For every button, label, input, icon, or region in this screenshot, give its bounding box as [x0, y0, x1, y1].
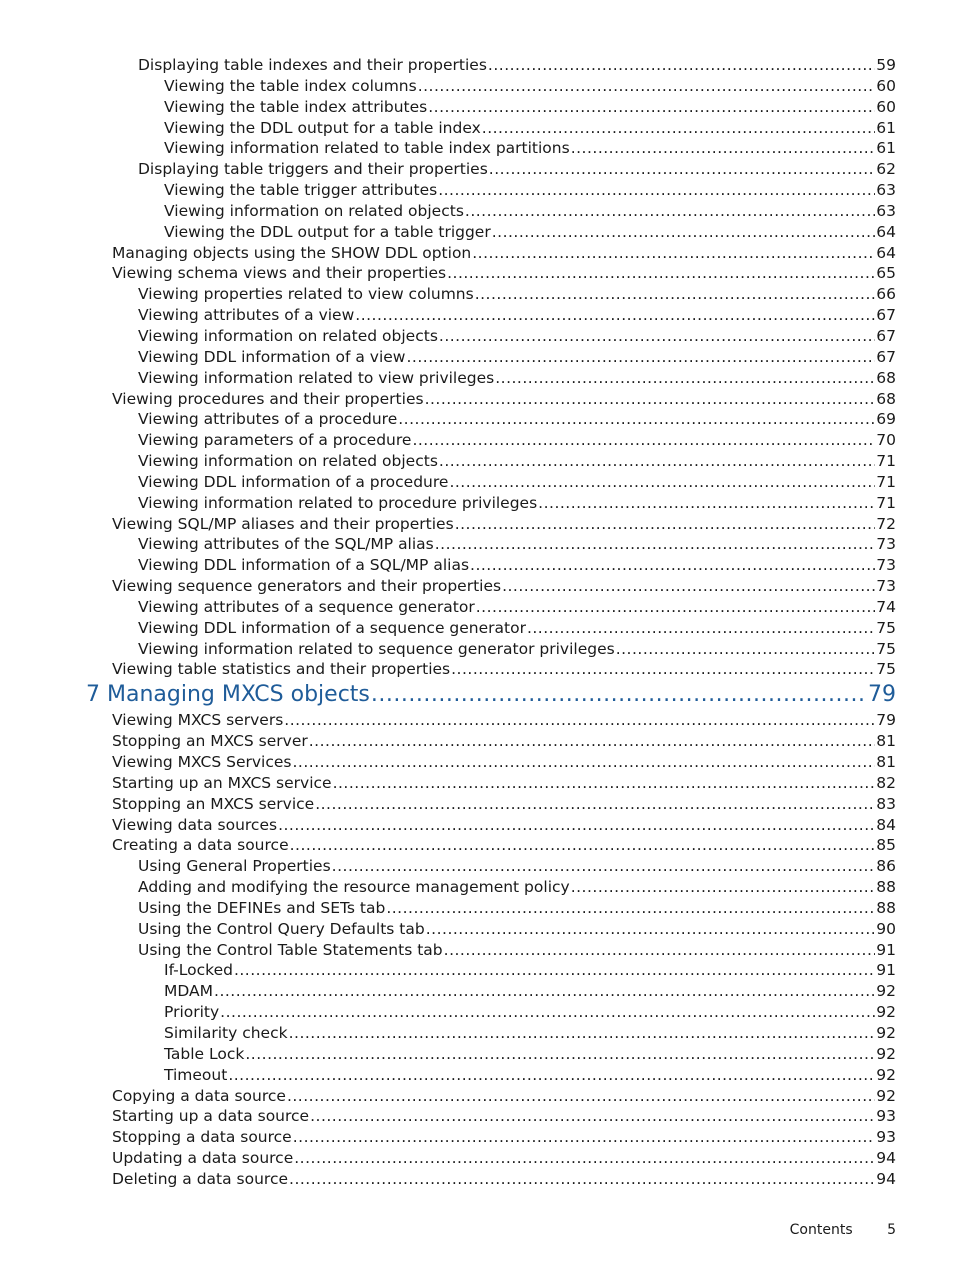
- dot-leader: [455, 514, 876, 535]
- toc-entry[interactable]: [0, 898, 954, 919]
- dot-leader: [332, 856, 876, 877]
- dot-leader: [502, 576, 875, 597]
- toc-entry-title: Viewing attributes of a sequence generator: [138, 597, 475, 616]
- toc-entry-title: Viewing DDL information of a SQL/MP alias: [138, 556, 470, 575]
- toc-entry-page: 90: [876, 919, 896, 938]
- toc-entry[interactable]: [0, 263, 954, 284]
- toc-entry[interactable]: [0, 1169, 954, 1190]
- toc-entry[interactable]: [0, 514, 954, 535]
- toc-entry-page: 60: [876, 76, 896, 95]
- dot-leader: [371, 680, 867, 710]
- toc-entry-title: If-Locked: [164, 961, 233, 980]
- toc-entry-page: 82: [876, 773, 896, 792]
- toc-entry-title: Viewing MXCS servers: [112, 711, 284, 730]
- toc-entry-title: Starting up a data source: [112, 1107, 310, 1126]
- dot-leader: [495, 368, 875, 389]
- toc-entry-title: Viewing MXCS Services: [112, 753, 292, 771]
- dot-leader: [428, 97, 875, 118]
- toc-entry-page: 79: [868, 682, 896, 708]
- toc-entry-title: Viewing parameters of a procedure: [138, 431, 412, 450]
- toc-entry-title: Viewing data sources: [112, 815, 278, 834]
- dot-leader: [234, 960, 875, 981]
- toc-entry-title: Viewing DDL information of a sequence generator: [138, 618, 526, 637]
- toc-entry-page: 73: [876, 535, 896, 554]
- toc-entry-page: 83: [876, 794, 896, 813]
- toc-entry-page: 85: [876, 836, 896, 855]
- toc-entry-title: Viewing information on related objects: [138, 452, 438, 471]
- page-footer: [790, 1222, 896, 1238]
- toc-entry[interactable]: [0, 472, 954, 493]
- dot-leader: [616, 639, 876, 660]
- toc-entry-title: Using General Properties: [138, 857, 331, 876]
- toc-entry[interactable]: [0, 76, 954, 97]
- toc-entry[interactable]: [0, 940, 954, 961]
- toc-entry[interactable]: [0, 1044, 954, 1065]
- toc-entry[interactable]: [0, 835, 954, 856]
- toc-entry[interactable]: [0, 534, 954, 555]
- dot-leader: [293, 1127, 876, 1148]
- toc-entry-page: 92: [876, 1086, 896, 1105]
- dot-leader: [438, 180, 875, 201]
- toc-chapter-heading[interactable]: [0, 680, 954, 710]
- toc-entry-page: 66: [876, 285, 896, 304]
- toc-entry-title: Viewing information related to sequence generator privileges: [138, 639, 615, 658]
- toc-entry-title: Similarity check: [164, 1023, 288, 1042]
- toc-entry[interactable]: [0, 243, 954, 264]
- toc-entry-page: 92: [876, 1003, 896, 1022]
- toc-entry-page: 91: [876, 961, 896, 980]
- toc-entry[interactable]: [0, 794, 954, 815]
- toc-entry-title: Displaying table indexes and their properties: [138, 56, 487, 74]
- dot-leader: [425, 389, 876, 410]
- toc-entry-title: Copying a data source: [112, 1086, 286, 1105]
- toc-entry[interactable]: [0, 710, 954, 731]
- toc-entry-title: Viewing the DDL output for a table trigger: [164, 222, 491, 241]
- toc-entry[interactable]: [0, 639, 954, 660]
- toc-entry-page: 94: [876, 1169, 896, 1188]
- toc-entry[interactable]: [0, 326, 954, 347]
- toc-entry-page: 67: [876, 306, 896, 325]
- toc-entry-page: 70: [876, 431, 896, 450]
- toc-entry[interactable]: [0, 430, 954, 451]
- dot-leader: [465, 201, 875, 222]
- toc-entry[interactable]: [0, 856, 954, 877]
- dot-leader: [470, 555, 875, 576]
- toc-entry-title: Viewing attributes of a procedure: [138, 410, 398, 429]
- toc-entry-title: Using the Control Table Statements tab: [138, 940, 443, 959]
- toc-entry-page: 92: [876, 1065, 896, 1084]
- toc-entry-page: 71: [876, 472, 896, 491]
- dot-leader: [451, 659, 875, 680]
- toc-entry-page: 84: [876, 815, 896, 834]
- dot-leader: [435, 534, 876, 555]
- toc-entry-title: Viewing procedures and their properties: [112, 389, 424, 408]
- toc-entry[interactable]: [0, 1002, 954, 1023]
- dot-leader: [228, 1065, 875, 1086]
- dot-leader: [315, 794, 875, 815]
- toc-entry-title: Viewing information related to view privileges: [138, 368, 495, 387]
- dot-leader: [492, 222, 876, 243]
- dot-leader: [355, 305, 875, 326]
- toc-entry-title: MDAM: [164, 982, 214, 1001]
- toc-entry[interactable]: [0, 368, 954, 389]
- toc-entry-page: 68: [876, 389, 896, 408]
- toc-entry[interactable]: [0, 1023, 954, 1044]
- dot-leader: [294, 1148, 875, 1169]
- toc-entry-page: 93: [876, 1128, 896, 1147]
- toc-entry-page: 72: [876, 514, 896, 533]
- toc-entry-page: 67: [876, 326, 896, 345]
- toc-entry-title: Viewing SQL/MP aliases and their properties: [112, 514, 454, 533]
- toc-entry[interactable]: [0, 305, 954, 326]
- toc-entry[interactable]: [0, 222, 954, 243]
- toc-entry-page: 63: [876, 201, 896, 220]
- dot-leader: [245, 1044, 875, 1065]
- dot-leader: [444, 940, 876, 961]
- toc-entry[interactable]: [0, 752, 954, 773]
- dot-leader: [220, 1002, 875, 1023]
- toc-entry-title: Managing objects using the SHOW DDL option: [112, 243, 472, 262]
- dot-leader: [482, 118, 875, 139]
- toc-entry-page: 59: [876, 56, 896, 74]
- toc-entry[interactable]: [0, 284, 954, 305]
- toc-entry-page: 88: [876, 878, 896, 897]
- toc-entry-page: 75: [876, 618, 896, 637]
- dot-leader: [309, 731, 876, 752]
- toc-entry[interactable]: [0, 618, 954, 639]
- toc-entry[interactable]: [0, 1127, 954, 1148]
- toc-entry[interactable]: [0, 1106, 954, 1127]
- page-number: 5: [887, 1222, 896, 1238]
- toc-entry-page: 67: [876, 347, 896, 366]
- toc-entry[interactable]: [0, 1065, 954, 1086]
- toc-entry[interactable]: [0, 1086, 954, 1107]
- toc-entry[interactable]: [0, 659, 954, 680]
- toc-entry-page: 73: [876, 556, 896, 575]
- dot-leader: [418, 76, 876, 97]
- toc-entry-page: 64: [876, 243, 896, 262]
- toc-entry-page: 71: [876, 452, 896, 471]
- toc-entry-title: Viewing information on related objects: [138, 326, 438, 345]
- toc-entry[interactable]: [0, 138, 954, 159]
- toc-entry-title: Stopping an MXCS server: [112, 732, 308, 751]
- toc-entry[interactable]: [0, 597, 954, 618]
- toc-entry[interactable]: [0, 97, 954, 118]
- toc-entry-title: Creating a data source: [112, 836, 289, 855]
- toc-entry-title: Viewing the table index columns: [164, 76, 417, 95]
- dot-leader: [406, 347, 875, 368]
- toc-entry[interactable]: [0, 55, 954, 76]
- toc-entry-page: 79: [876, 711, 896, 730]
- toc-entry-title: Viewing the DDL output for a table index: [164, 118, 481, 137]
- toc-entry[interactable]: [0, 731, 954, 752]
- toc-entry[interactable]: [0, 815, 954, 836]
- toc-entry[interactable]: [0, 960, 954, 981]
- toc-entry[interactable]: [0, 919, 954, 940]
- toc-entry-title: Viewing table statistics and their properties: [112, 660, 451, 679]
- dot-leader: [476, 597, 876, 618]
- toc-entry-page: 64: [876, 222, 896, 241]
- toc-entry[interactable]: [0, 201, 954, 222]
- dot-leader: [386, 898, 875, 919]
- toc-entry-page: 68: [876, 368, 896, 387]
- dot-leader: [287, 1086, 875, 1107]
- dot-leader: [571, 138, 876, 159]
- toc-entry-page: 61: [876, 118, 896, 137]
- toc-entry-title: Viewing properties related to view columns: [138, 285, 474, 304]
- toc-entry[interactable]: [0, 877, 954, 898]
- toc-entry-page: 81: [876, 732, 896, 751]
- toc-entry-title: Viewing DDL information of a procedure: [138, 472, 449, 491]
- dot-leader: [289, 1169, 875, 1190]
- toc-entry-title: Adding and modifying the resource management policy: [138, 878, 570, 897]
- dot-leader: [489, 159, 875, 180]
- toc-entry-title: Viewing DDL information of a view: [138, 347, 406, 366]
- toc-entry[interactable]: [0, 576, 954, 597]
- toc-entry-page: 92: [876, 1023, 896, 1042]
- toc-entry-title: Viewing the table index attributes: [164, 97, 428, 116]
- dot-leader: [284, 710, 875, 731]
- toc-entry-title: Table Lock: [164, 1044, 245, 1063]
- toc-entry-page: 61: [876, 139, 896, 158]
- toc-entry-page: 62: [876, 160, 896, 179]
- dot-leader: [310, 1106, 875, 1127]
- toc-entry-page: 71: [876, 493, 896, 512]
- toc-entry-title: Stopping a data source: [112, 1128, 292, 1147]
- toc-entry-title: Viewing information related to table index partitions: [164, 139, 570, 158]
- toc-entry[interactable]: [0, 409, 954, 430]
- toc-entry-title: Priority: [164, 1003, 220, 1022]
- dot-leader: [571, 877, 876, 898]
- toc-entry-title: Viewing information related to procedure privileges: [138, 493, 538, 512]
- toc-entry-page: 73: [876, 577, 896, 596]
- toc-entry-page: 69: [876, 410, 896, 429]
- toc-entry[interactable]: [0, 159, 954, 180]
- toc-entry-page: 60: [876, 97, 896, 116]
- dot-leader: [412, 430, 875, 451]
- toc-entry[interactable]: [0, 493, 954, 514]
- dot-leader: [447, 263, 875, 284]
- toc-entry-page: 94: [876, 1149, 896, 1168]
- dot-leader: [333, 773, 876, 794]
- toc-entry-page: 81: [876, 753, 896, 771]
- dot-leader: [398, 409, 875, 430]
- toc-entry-title: Viewing attributes of the SQL/MP alias: [138, 535, 434, 554]
- toc-entry-page: 74: [876, 597, 896, 616]
- table-of-contents: [0, 55, 954, 1190]
- toc-entry-page: 75: [876, 660, 896, 679]
- dot-leader: [439, 326, 875, 347]
- dot-leader: [439, 451, 875, 472]
- toc-entry[interactable]: [0, 389, 954, 410]
- toc-entry-title: Stopping an MXCS service: [112, 794, 315, 813]
- toc-entry-title: Displaying table triggers and their properties: [138, 160, 488, 179]
- toc-entry-title: Using the Control Query Defaults tab: [138, 919, 425, 938]
- toc-entry-page: 93: [876, 1107, 896, 1126]
- toc-entry-page: 88: [876, 898, 896, 917]
- toc-entry-title: Viewing sequence generators and their properties: [112, 577, 502, 596]
- dot-leader: [278, 815, 875, 836]
- toc-entry[interactable]: [0, 347, 954, 368]
- toc-entry[interactable]: [0, 981, 954, 1002]
- toc-entry[interactable]: [0, 555, 954, 576]
- toc-entry-title: Viewing attributes of a view: [138, 306, 355, 325]
- toc-entry-page: 75: [876, 639, 896, 658]
- dot-leader: [290, 835, 876, 856]
- dot-leader: [488, 55, 875, 76]
- toc-entry-page: 63: [876, 181, 896, 200]
- toc-entry[interactable]: [0, 180, 954, 201]
- dot-leader: [289, 1023, 876, 1044]
- toc-entry-title: Viewing the table trigger attributes: [164, 181, 438, 200]
- toc-entry-page: 92: [876, 1044, 896, 1063]
- toc-entry[interactable]: [0, 1148, 954, 1169]
- dot-leader: [538, 493, 875, 514]
- toc-entry[interactable]: [0, 773, 954, 794]
- toc-entry-title: Viewing information on related objects: [164, 201, 464, 220]
- toc-entry-title: 7 Managing MXCS objects: [86, 682, 370, 708]
- toc-entry-page: 91: [876, 940, 896, 959]
- toc-entry-page: 92: [876, 982, 896, 1001]
- dot-leader: [214, 981, 875, 1002]
- footer-label: Contents: [789, 1222, 853, 1238]
- toc-entry-title: Timeout: [164, 1065, 228, 1084]
- dot-leader: [426, 919, 876, 940]
- toc-entry-page: 65: [876, 264, 896, 283]
- dot-leader: [527, 618, 875, 639]
- dot-leader: [293, 752, 876, 773]
- toc-entry-title: Deleting a data source: [112, 1169, 289, 1188]
- toc-entry-title: Using the DEFINEs and SETs tab: [138, 898, 386, 917]
- toc-entry[interactable]: [0, 118, 954, 139]
- toc-entry-page: 86: [876, 857, 896, 876]
- toc-entry[interactable]: [0, 451, 954, 472]
- dot-leader: [449, 472, 875, 493]
- toc-entry-title: Updating a data source: [112, 1149, 294, 1168]
- dot-leader: [472, 243, 875, 264]
- toc-entry-title: Viewing schema views and their properties: [112, 264, 447, 283]
- toc-entry-title: Starting up an MXCS service: [112, 773, 332, 792]
- dot-leader: [475, 284, 876, 305]
